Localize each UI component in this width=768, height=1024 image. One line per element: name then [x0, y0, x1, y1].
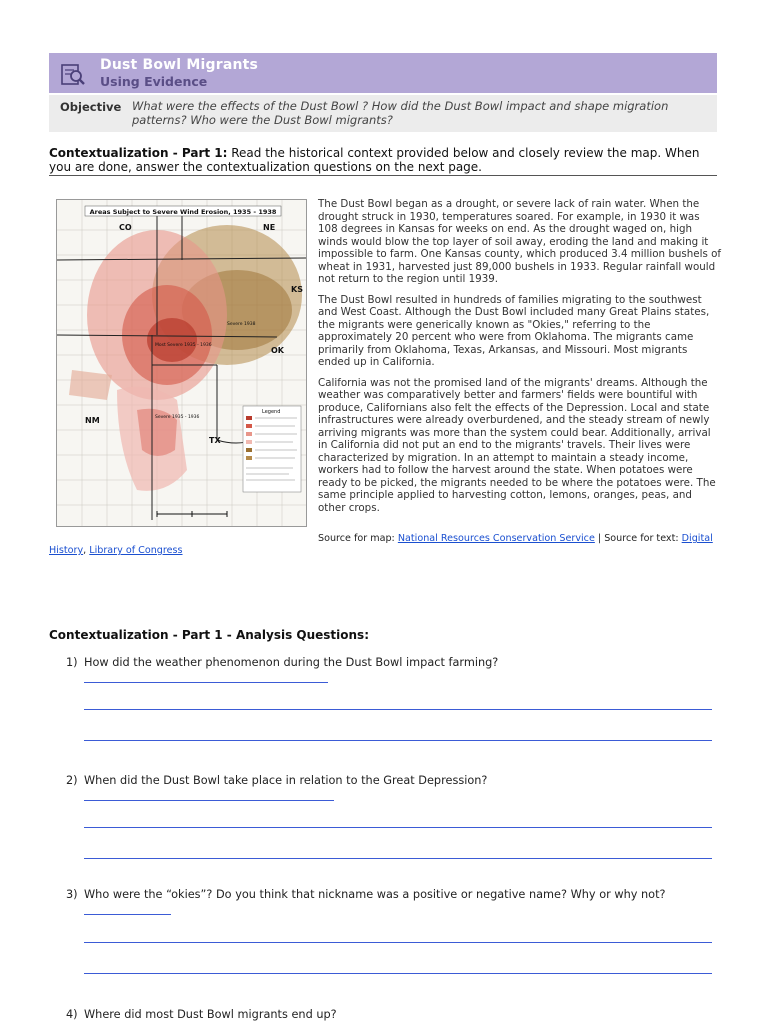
- library-of-congress-link[interactable]: Library of Congress: [89, 545, 183, 556]
- question-4: [66, 1008, 337, 1021]
- state-label-nm: NM: [85, 416, 100, 425]
- map-title: Areas Subject to Severe Wind Erosion, 1935 - 1938: [89, 208, 277, 216]
- objective-box: [49, 95, 717, 132]
- answer-line[interactable]: [84, 827, 712, 828]
- digital-history-link-b[interactable]: History: [49, 545, 84, 556]
- question-text: Where did most Dust Bowl migrants end up?: [84, 1008, 337, 1021]
- article-paragraph: California was not the promised land of the migrants' dreams. Although the weather was comparatively better and farmers' fields were bountiful with produce, Californians also felt the effects of the Depression. Local and state infrastructures were already overburdened, and the steady stream of newly arriving migrants was more than the system could bear. Additionally, arrival in California did not put an end to the migrants' travels. Their lives were characterized by migration. In an attempt to maintain a steady income, workers had to follow the harvest around the state. When potatoes were ready to be picked, the migrants needed to be where the potatoes were. The same principle applied to harvesting cotton, lemons, oranges, peas, and other crops.: [318, 376, 716, 514]
- state-label-ne: NE: [263, 223, 276, 232]
- answer-line[interactable]: [84, 914, 171, 915]
- source-citation: [318, 533, 722, 545]
- article-paragraph: The Dust Bowl began as a drought, or severe lack of rain water. When the drought struck in 1930, temperatures soared. For example, in 1930 it was 108 degrees in Kansas for weeks on end. As the drought waged on, high winds would blow the top layer of soil away, eroding the land and making it impossible to farm. One Kansas county, which produced 3.4 million bushels of wheat in 1931, harvested just 89,000 bushels in 1933. Regular rainfall would not return to the region until 1939.: [318, 198, 722, 285]
- question-number: 2): [66, 774, 78, 787]
- answer-line[interactable]: [84, 740, 712, 741]
- question-text: How did the weather phenomenon during the Dust Bowl impact farming?: [84, 656, 499, 669]
- answer-line[interactable]: [84, 973, 712, 974]
- dust-bowl-map: [56, 199, 307, 527]
- state-label-ks: KS: [291, 285, 303, 294]
- question-number: 1): [66, 656, 78, 669]
- analysis-title: Contextualization - Part 1 - Analysis Questions:: [49, 628, 369, 642]
- answer-line[interactable]: [84, 709, 712, 710]
- zone-label-severe-1935: Severe 1935 - 1936: [155, 415, 200, 420]
- question-number: 3): [66, 888, 78, 901]
- state-label-co: CO: [119, 223, 132, 232]
- answer-line[interactable]: [84, 800, 334, 801]
- state-label-tx: TX: [209, 436, 221, 445]
- nrcs-link[interactable]: National Resources Conservation Service: [397, 533, 595, 544]
- answer-line[interactable]: [84, 682, 328, 683]
- historical-context-text: [318, 198, 722, 522]
- question-text: Who were the “okies”? Do you think that nickname was a positive or negative name? Why or why not?: [84, 888, 666, 901]
- map-graphic: [57, 200, 306, 526]
- zone-label-most-severe: Most Severe 1935 - 1936: [155, 343, 212, 348]
- source-map-prefix: Source for map:: [318, 533, 398, 544]
- question-1: [66, 656, 498, 669]
- objective-label: Objective: [60, 100, 122, 114]
- answer-line[interactable]: [84, 942, 712, 943]
- context-intro: [49, 146, 717, 176]
- question-3: [66, 888, 666, 901]
- page-subtitle: Using Evidence: [100, 74, 208, 89]
- zone-label-severe-1938: Severe 1938: [227, 322, 256, 327]
- state-label-ok: OK: [271, 346, 284, 355]
- answer-line[interactable]: [84, 858, 712, 859]
- source-comma: ,: [83, 545, 90, 556]
- question-text: When did the Dust Bowl take place in relation to the Great Depression?: [84, 774, 488, 787]
- article-paragraph: The Dust Bowl resulted in hundreds of families migrating to the southwest and West Coast. Although the Dust Bowl included many Great Plains states, the migrants were generically known as "Okies," referring to the approximately 20 percent who were from Oklahoma. The migrants came primarily from Oklahoma, Texas, Arkansas, and Missouri. Most migrants ended up in California.: [318, 293, 710, 368]
- legend-title: Legend: [262, 409, 281, 415]
- source-separator: | Source for text:: [594, 533, 682, 544]
- context-text: Read the historical context provided below and closely review the map. When you are done, answer the contextualization questions on the next page.: [49, 146, 700, 174]
- digital-history-link-a[interactable]: Digital: [681, 533, 713, 544]
- page-title: Dust Bowl Migrants: [100, 57, 259, 73]
- source-citation-cont: [49, 545, 183, 556]
- question-number: 4): [66, 1008, 78, 1021]
- question-2: [66, 774, 487, 787]
- header-banner: [49, 53, 717, 93]
- objective-text: What were the effects of the Dust Bowl ? How did the Dust Bowl impact and shape migration patterns? Who were the Dust Bowl migrants?: [132, 99, 669, 127]
- context-label: Contextualization - Part 1:: [49, 146, 228, 160]
- magnifier-document-icon: [59, 61, 87, 87]
